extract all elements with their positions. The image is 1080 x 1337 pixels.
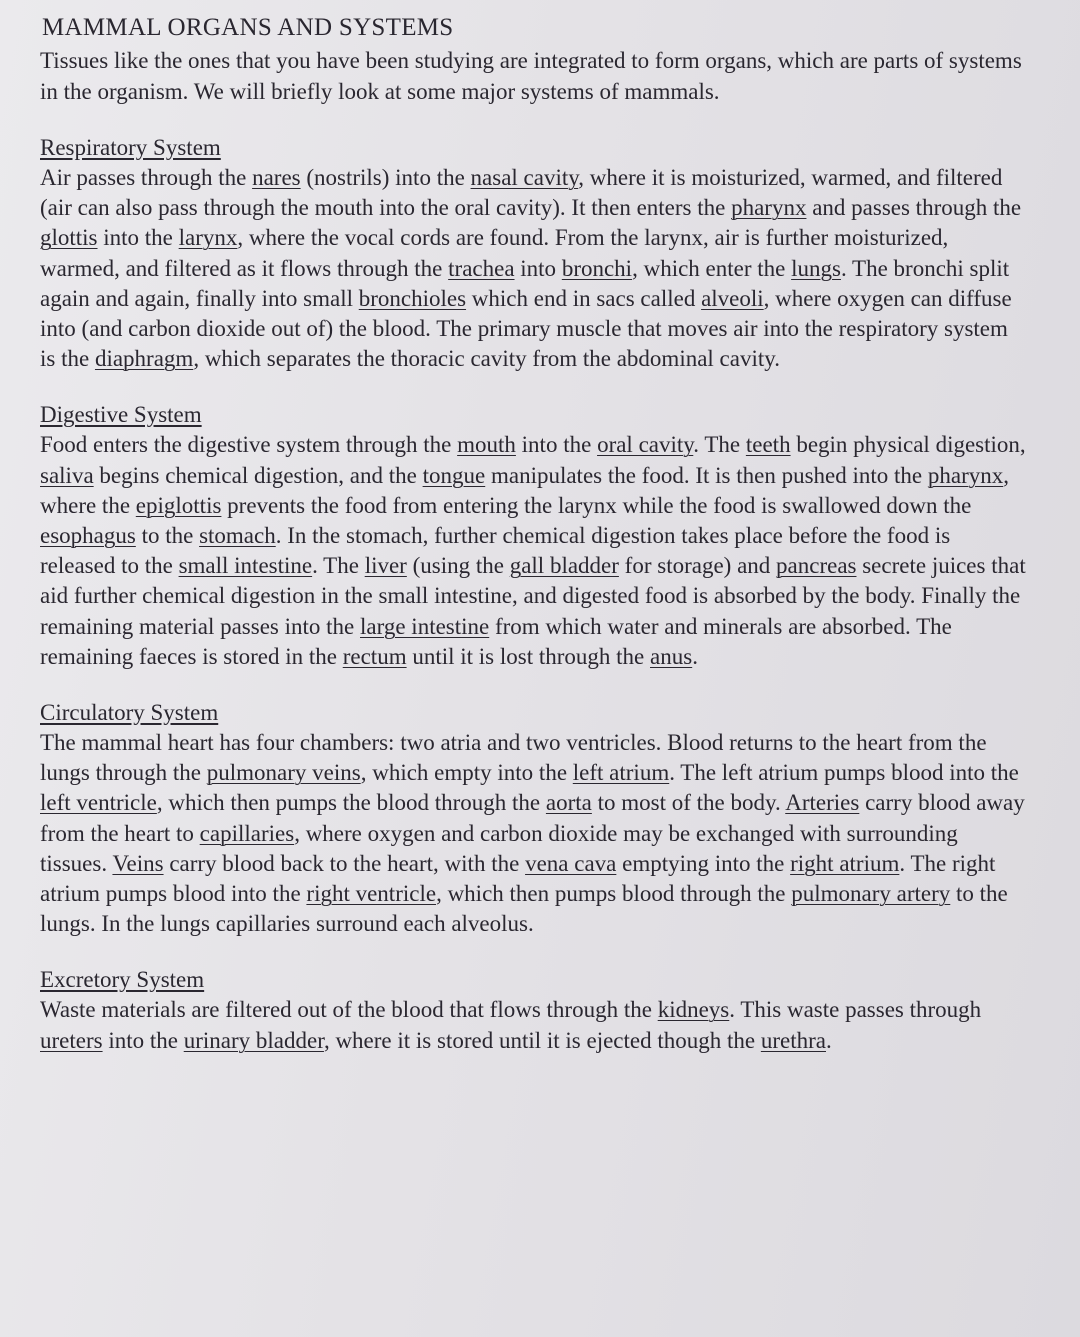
body-text: to the lungs. In the lungs capillaries surround each alveolus. bbox=[40, 881, 1008, 937]
key-term: stomach bbox=[199, 523, 276, 549]
body-text: , where it is stored until it is ejected though the bbox=[323, 1027, 761, 1053]
intro-paragraph: Tissues like the ones that you have been studying are integrated to form organs, which are parts of systems in the organism. We will briefly look at some major systems of mammals. bbox=[40, 48, 1022, 104]
key-term: urinary bladder bbox=[183, 1027, 324, 1053]
body-text: , where oxygen can diffuse into (and carbon dioxide out of) the blood. The primary muscle that moves air into the respiratory system is the bbox=[40, 285, 1012, 372]
key-term: epiglottis bbox=[135, 492, 222, 518]
body-text: , where the bbox=[40, 462, 1010, 518]
document-title: MAMMAL ORGANS AND SYSTEMS bbox=[42, 14, 454, 41]
section-circulatory bbox=[40, 698, 1028, 939]
key-term: alveoli bbox=[701, 285, 764, 311]
body-text: , which enter the bbox=[632, 255, 792, 281]
key-term: teeth bbox=[745, 432, 791, 458]
key-term: small intestine bbox=[178, 553, 313, 579]
section-digestive bbox=[40, 400, 1028, 672]
body-text: , which empty into the bbox=[360, 760, 573, 786]
body-text: from which water and minerals are absorbed. The remaining faeces is stored in the bbox=[40, 613, 952, 669]
body-text: begins chemical digestion, and the bbox=[93, 462, 423, 488]
key-term: anus bbox=[650, 643, 693, 669]
key-term: right ventricle bbox=[306, 881, 437, 907]
body-text: to most of the body. bbox=[591, 790, 786, 816]
body-text: carry blood back to the heart, with the bbox=[163, 850, 526, 876]
body-text: until it is lost through the bbox=[406, 643, 651, 669]
body-text: manipulates the food. It is then pushed into the bbox=[485, 462, 928, 488]
body-text: . In the stomach, further chemical digestion takes place before the food is released to the bbox=[40, 523, 951, 579]
body-text: . The bbox=[693, 432, 746, 458]
body-text: Food enters the digestive system through the bbox=[40, 432, 458, 458]
body-text: carry blood away from the heart to bbox=[40, 790, 1025, 846]
key-term: liver bbox=[364, 553, 407, 579]
section-heading-respiratory: Respiratory System bbox=[40, 135, 221, 160]
section-heading-excretory: Excretory System bbox=[40, 967, 205, 993]
section-heading-digestive: Digestive System bbox=[40, 402, 202, 428]
key-term: mouth bbox=[457, 432, 516, 458]
key-term: oral cavity bbox=[597, 432, 694, 458]
key-term: bronchioles bbox=[358, 285, 467, 311]
key-term: ureters bbox=[40, 1027, 103, 1053]
body-text: into the bbox=[102, 1027, 184, 1053]
key-term: pulmonary veins bbox=[206, 760, 361, 786]
body-text: . The right atrium pumps blood into the bbox=[40, 850, 996, 907]
section-body-circulatory bbox=[40, 728, 1028, 939]
body-text: into bbox=[514, 255, 562, 281]
key-term: vena cava bbox=[525, 850, 617, 876]
key-term: saliva bbox=[40, 462, 94, 488]
key-term: larynx bbox=[178, 225, 238, 251]
body-text: into the bbox=[97, 225, 179, 251]
section-body-digestive bbox=[40, 430, 1028, 672]
key-term: nares bbox=[252, 165, 301, 190]
body-text: , where the vocal cords are found. From the larynx, air is further moisturized, warmed, and filtered as it flows through the bbox=[40, 225, 949, 281]
body-text: prevents the food from entering the larynx while the food is swallowed down the bbox=[221, 492, 972, 518]
key-term: esophagus bbox=[40, 523, 136, 549]
section-excretory bbox=[40, 965, 1028, 1055]
body-text: , where oxygen and carbon dioxide may be exchanged with surrounding tissues. bbox=[40, 820, 958, 876]
body-text: which end in sacs called bbox=[466, 285, 702, 311]
key-term: Arteries bbox=[785, 790, 860, 816]
body-text: to the bbox=[135, 523, 200, 549]
key-term: glottis bbox=[40, 225, 98, 251]
body-text: Air passes through the bbox=[40, 165, 253, 190]
key-term: kidneys bbox=[657, 997, 730, 1023]
key-term: pharynx bbox=[927, 462, 1004, 488]
key-term: tongue bbox=[422, 462, 486, 488]
body-text: (using the bbox=[406, 553, 510, 579]
key-term: gall bladder bbox=[509, 553, 619, 579]
body-text: Waste materials are filtered out of the blood that flows through the bbox=[40, 997, 658, 1023]
key-term: large intestine bbox=[360, 613, 490, 639]
body-text: , which separates the thoracic cavity from the abdominal cavity. bbox=[193, 346, 781, 372]
body-text: (nostrils) into the bbox=[300, 165, 471, 190]
key-term: trachea bbox=[448, 255, 515, 281]
body-text: , which then pumps blood through the bbox=[436, 881, 792, 907]
body-text: emptying into the bbox=[616, 850, 791, 876]
key-term: bronchi bbox=[561, 255, 633, 281]
body-text: . bbox=[826, 1027, 832, 1053]
section-respiratory bbox=[40, 133, 1028, 374]
section-heading-circulatory: Circulatory System bbox=[40, 700, 219, 726]
body-text: into the bbox=[515, 432, 598, 458]
body-text: for storage) and bbox=[618, 553, 777, 579]
body-text: and passes through the bbox=[806, 195, 1022, 221]
key-term: capillaries bbox=[199, 820, 295, 846]
key-term: right atrium bbox=[790, 850, 900, 876]
key-term: lungs bbox=[791, 255, 841, 281]
key-term: aorta bbox=[545, 790, 592, 816]
body-text: . This waste passes through bbox=[729, 997, 982, 1023]
key-term: pulmonary artery bbox=[791, 881, 951, 907]
body-text: The mammal heart has four chambers: two atria and two ventricles. Blood returns to the heart from the lungs through the bbox=[40, 730, 987, 786]
body-text: . bbox=[692, 643, 698, 669]
body-text: , which then pumps the blood through the bbox=[156, 790, 546, 816]
section-body-excretory bbox=[40, 995, 1028, 1055]
body-text: . The bbox=[312, 553, 365, 579]
key-term: rectum bbox=[342, 643, 407, 669]
key-term: nasal cavity bbox=[470, 165, 579, 190]
key-term: left ventricle bbox=[40, 790, 157, 816]
body-text: , where it is moisturized, warmed, and filtered (air can also pass through the mouth into the oral cavity). It then enters the bbox=[40, 165, 1003, 221]
body-text: begin physical digestion, bbox=[790, 432, 1026, 458]
key-term: pharynx bbox=[731, 195, 807, 221]
key-term: urethra bbox=[760, 1027, 826, 1053]
key-term: diaphragm bbox=[94, 346, 194, 372]
body-text: . The bronchi split again and again, finally into small bbox=[40, 255, 1010, 311]
key-term: Veins bbox=[112, 850, 164, 876]
body-text: . The left atrium pumps blood into the bbox=[669, 760, 1019, 786]
body-text: secrete juices that aid further chemical digestion in the small intestine, and digested food is absorbed by the body. Finally the remaining material passes into the bbox=[40, 553, 1026, 639]
section-body-respiratory bbox=[40, 163, 1028, 374]
key-term: pancreas bbox=[776, 553, 857, 579]
key-term: left atrium bbox=[572, 760, 670, 786]
